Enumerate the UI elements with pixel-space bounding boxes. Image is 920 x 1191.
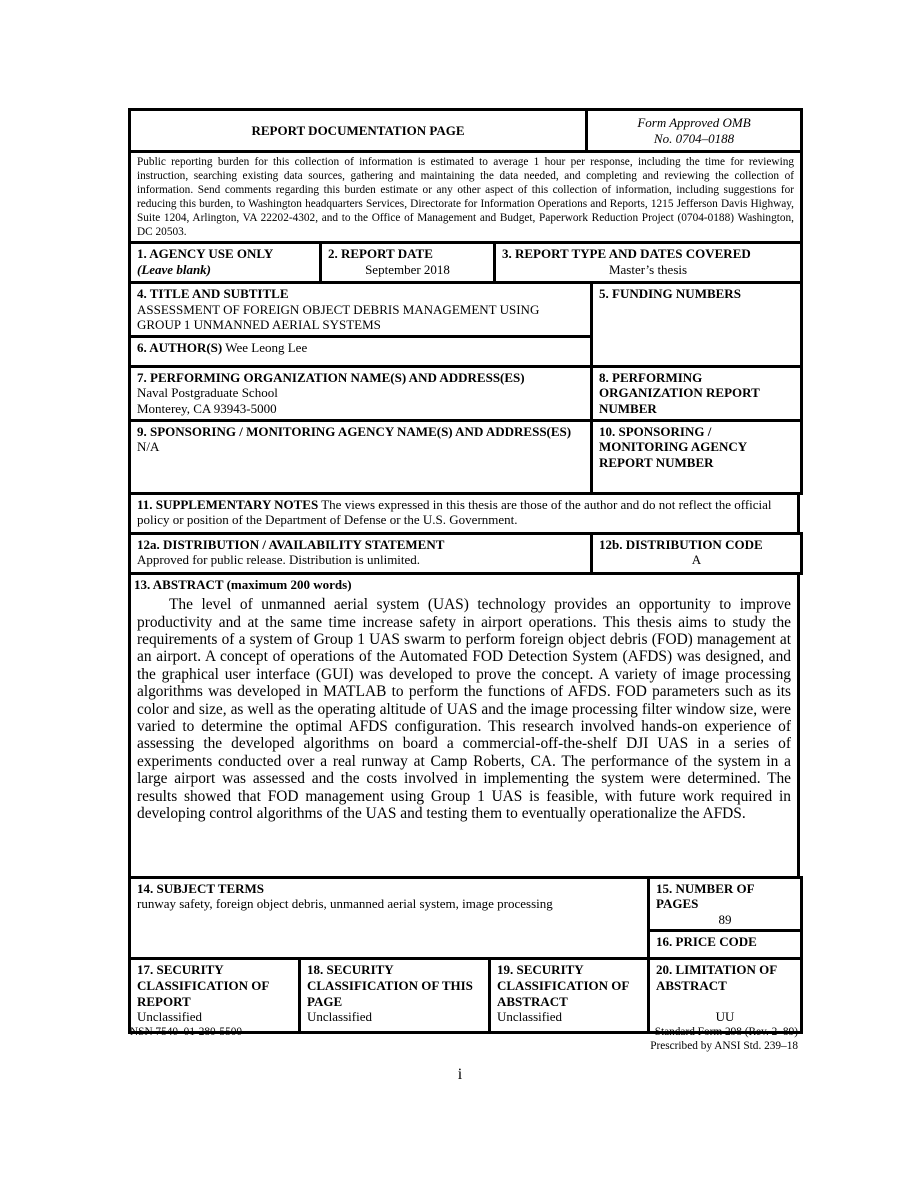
performing-org-line1: Naval Postgraduate School xyxy=(137,385,278,401)
security-abstract-value: Unclassified xyxy=(497,1009,562,1025)
report-documentation-form xyxy=(128,108,800,1034)
security-report-label: 17. SECURITY CLASSIFICATION OF REPORT xyxy=(137,962,269,1009)
performing-report-cell xyxy=(592,366,802,420)
distribution-code-label: 12b. DISTRIBUTION CODE xyxy=(599,536,763,552)
author-value: Wee Leong Lee xyxy=(225,339,308,355)
header-table xyxy=(128,108,803,244)
report-date-label: 2. REPORT DATE xyxy=(328,246,433,261)
row-title-to-sponsoring xyxy=(128,281,803,495)
sponsoring-report-label: 10. SPONSORING / MONITORING AGENCY REPORT NUMBER xyxy=(599,423,747,470)
abstract-text: The level of unmanned aerial system (UAS) technology provides an opportunity to improve productivity and at the same time increase safety in airport operations. This thesis aims to study the requirements of a system of Group 1 UAS swarm to perform foreign object debris (FOD) management at an airport. A concept of operations of the Automated FOD Detection System (AFDS) was designed, and the graphical user interface (GUI) was developed to prove the concept. A variety of image processing algorithms was developed in MATLAB to perform the functions of AFDS. FOD parameters such as its color and size, as well as the operating altitude of UAS and the image processing filter window size, were varied to determine the optimal AFDS configuration. This research involved hands-on experience of assessing the developed algorithms on board a commercial-off-the-shelf DJI UAS in a series of experiments conducted over a real runway at Camp Roberts, CA. The performance of the system in a large airport was assessed and the costs involved in implementing the system were determined. The results showed that FOD management using Group 1 UAS is feasible, with future work required in developing control algorithms of the UAS and testing them to eventually operationalize the AFDS. xyxy=(137,596,791,823)
sponsoring-cell xyxy=(130,420,592,493)
supplementary-label: 11. SUPPLEMENTARY NOTES xyxy=(137,496,319,512)
limitation-cell xyxy=(649,959,802,1033)
row-supplementary xyxy=(128,492,800,535)
burden-statement: Public reporting burden for this collection of information is estimated to average 1 hour per response, including the time for reviewing instruction, searching existing data sources, gathering and maintaining the data needed, and completing and reviewing the collection of information. Send comments regarding this burden estimate or any other aspect of this collection of information, including suggestions for reducing this burden, to Washington headquarters Services, Directorate for Information Operations and Reports, 1215 Jefferson Davis Highway, Suite 1204, Arlington, VA 22202-4302, and to the Office of Management and Budget, Paperwork Reduction Project (0704-0188) Washington, DC 20503. xyxy=(130,152,802,243)
report-type-cell xyxy=(495,243,802,283)
prescribed-by: Prescribed by ANSI Std. 239–18 xyxy=(650,1040,798,1052)
distribution-label: 12a. DISTRIBUTION / AVAILABILITY STATEMENT xyxy=(137,536,445,552)
omb-approval xyxy=(587,110,802,152)
standard-form-info xyxy=(650,1025,798,1053)
security-page-value: Unclassified xyxy=(307,1009,372,1025)
subject-terms-value: runway safety, foreign object debris, unmanned aerial system, image processing xyxy=(137,896,553,912)
performing-org-cell xyxy=(130,366,592,420)
subject-terms-cell xyxy=(130,877,649,959)
funding-numbers-cell xyxy=(592,283,802,367)
row-distribution xyxy=(128,532,803,575)
row-subject-terms xyxy=(128,876,803,961)
row-abstract xyxy=(128,572,800,879)
agency-use-value: (Leave blank) xyxy=(137,261,212,277)
security-abstract-label: 19. SECURITY CLASSIFICATION OF ABSTRACT xyxy=(497,962,629,1009)
performing-org-line2: Monterey, CA 93943-5000 xyxy=(137,400,277,416)
row-security xyxy=(128,957,803,1034)
price-code-label: 16. PRICE CODE xyxy=(656,934,757,950)
page-number: i xyxy=(457,1066,463,1083)
distribution-code-value: A xyxy=(691,552,702,568)
author-label: 6. AUTHOR(S) xyxy=(137,339,223,355)
performing-report-label: 8. PERFORMING ORGANIZATION REPORT NUMBER xyxy=(599,369,760,416)
author-cell xyxy=(130,336,592,366)
form-footer xyxy=(130,1025,798,1052)
price-code-cell xyxy=(649,931,802,959)
supplementary-value: The views expressed in this thesis are those of the author and do not reflect the official policy or position of the Department of Defense or the U.S. Government. xyxy=(137,496,772,528)
title-subtitle-value: ASSESSMENT OF FOREIGN OBJECT DEBRIS MANAGEMENT USING GROUP 1 UNMANNED AERIAL SYSTEMS xyxy=(137,301,540,333)
performing-org-label: 7. PERFORMING ORGANIZATION NAME(S) AND ADDRESS(ES) xyxy=(137,369,525,385)
funding-numbers-label: 5. FUNDING NUMBERS xyxy=(599,286,741,301)
title-subtitle-cell xyxy=(130,283,592,337)
limitation-value: UU xyxy=(715,1008,735,1024)
standard-form: Standard Form 298 (Rev. 2–89) xyxy=(654,1026,798,1038)
nsn-number: NSN 7540–01-280-5500 xyxy=(130,1026,243,1038)
omb-number: No. 0704–0188 xyxy=(653,130,735,146)
report-type-value: Master’s thesis xyxy=(608,261,688,277)
form-title: REPORT DOCUMENTATION PAGE xyxy=(130,110,587,152)
title-subtitle-label: 4. TITLE AND SUBTITLE xyxy=(137,286,289,301)
abstract-label: 13. ABSTRACT (maximum 200 words) xyxy=(134,576,352,592)
security-page-cell xyxy=(300,959,490,1033)
subject-terms-label: 14. SUBJECT TERMS xyxy=(137,880,265,896)
security-report-cell xyxy=(130,959,300,1033)
agency-use-cell xyxy=(130,243,321,283)
form-approved-text: Form Approved OMB xyxy=(637,114,751,130)
abstract-cell xyxy=(130,573,799,877)
report-date-value: September 2018 xyxy=(365,261,450,277)
security-abstract-cell xyxy=(490,959,649,1033)
sponsoring-report-cell xyxy=(592,420,802,493)
distribution-code-cell xyxy=(592,533,802,573)
limitation-label: 20. LIMITATION OF ABSTRACT xyxy=(656,962,777,993)
agency-use-label: 1. AGENCY USE ONLY xyxy=(137,246,274,261)
supplementary-cell xyxy=(130,493,799,533)
report-type-label: 3. REPORT TYPE AND DATES COVERED xyxy=(502,246,751,261)
report-date-cell xyxy=(321,243,495,283)
row-agency-date-type xyxy=(128,241,803,284)
distribution-value: Approved for public release. Distribution is unlimited. xyxy=(137,552,421,568)
num-pages-value: 89 xyxy=(718,911,732,927)
security-page-label: 18. SECURITY CLASSIFICATION OF THIS PAGE xyxy=(307,962,473,1009)
sponsoring-value: N/A xyxy=(137,439,160,455)
sponsoring-label: 9. SPONSORING / MONITORING AGENCY NAME(S) AND ADDRESS(ES) xyxy=(137,423,572,439)
num-pages-label: 15. NUMBER OF PAGES xyxy=(656,880,755,912)
distribution-cell xyxy=(130,533,592,573)
security-report-value: Unclassified xyxy=(137,1009,202,1025)
num-pages-cell xyxy=(649,877,802,931)
